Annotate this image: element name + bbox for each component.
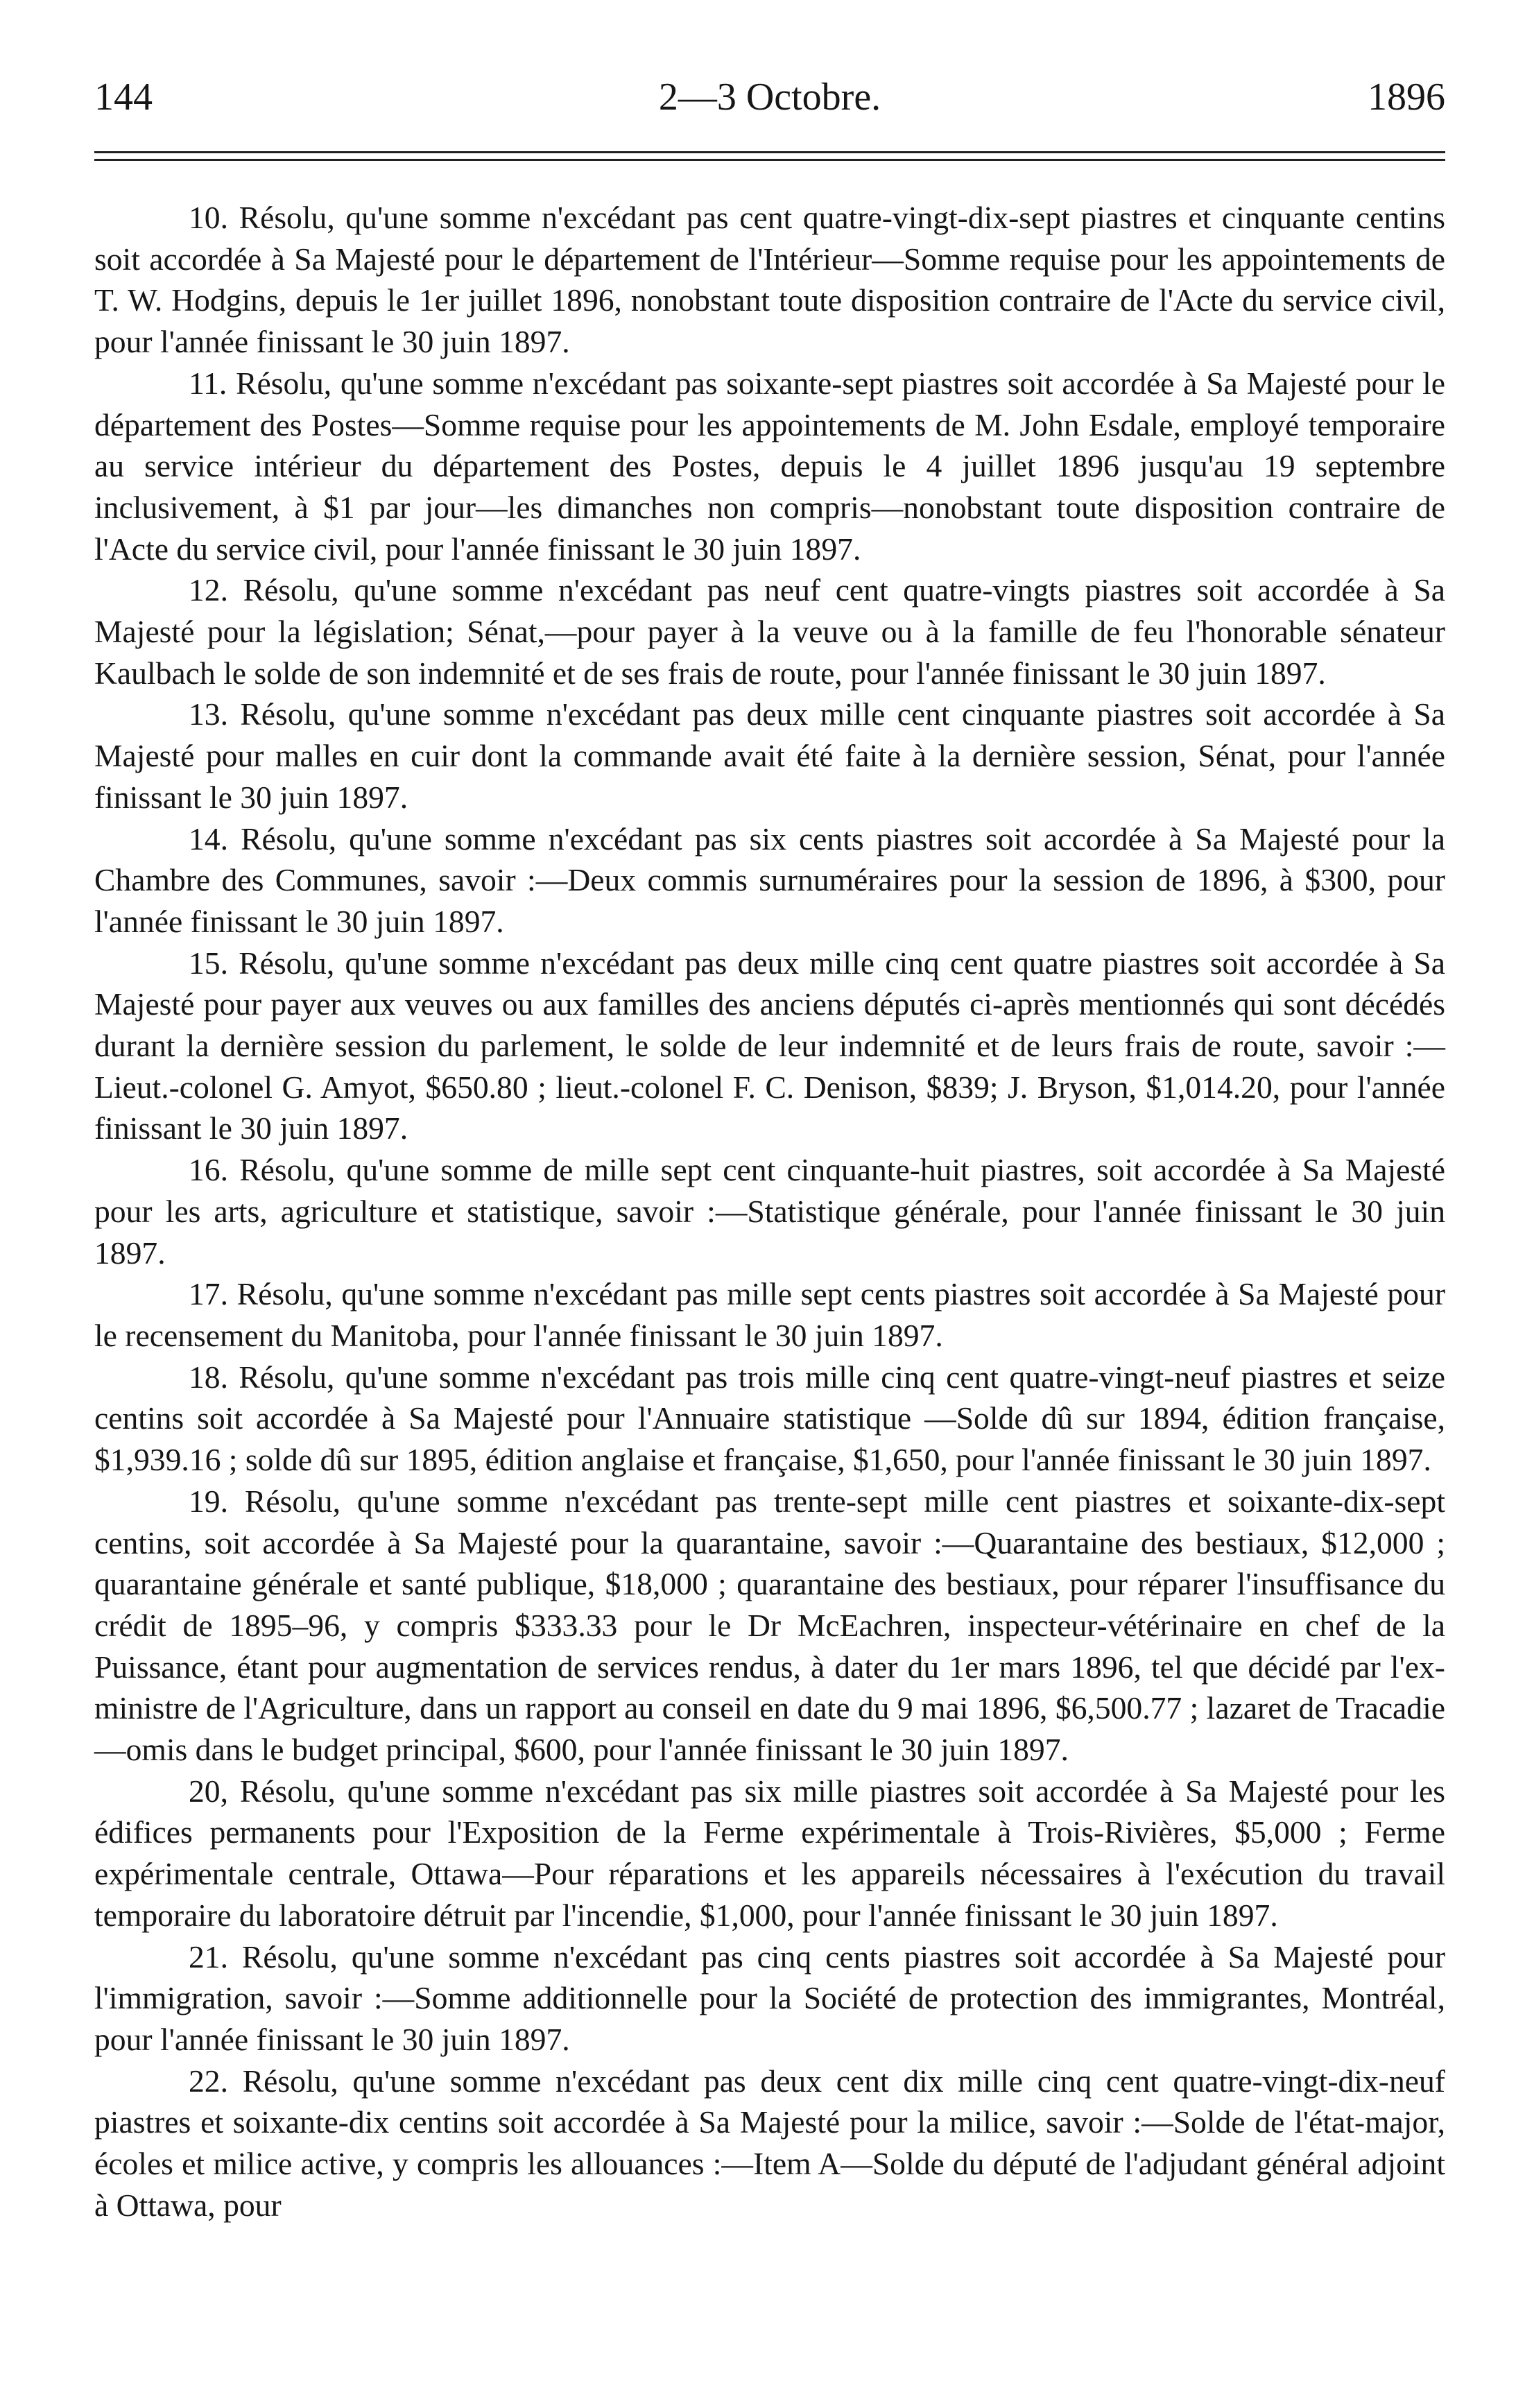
- page-number: 144: [94, 76, 153, 119]
- resolution-16: 16. Résolu, qu'une somme de mille sept cent cinquante-huit piastres, soit accordée à Sa Majesté pour les arts, agriculture et statistique, savoir :—Statistique générale, pour l'année finissant le 30 juin 1897.: [94, 1152, 1445, 1271]
- resolution-11: 11. Résolu, qu'une somme n'excédant pas soixante-sept piastres soit accordée à Sa Majesté pour le département des Postes—Somme requise pour les appointements de M. John Esdale, employé temporaire au service intérieur du département des Postes, depuis le 4 juillet 1896 jusqu'au 19 septembre inclusivement, à $1 par jour—les dimanches non compris—nonobstant toute disposition contraire de l'Acte du service civil, pour l'année finissant le 30 juin 1897.: [94, 365, 1445, 567]
- resolution-12: 12. Résolu, qu'une somme n'excédant pas neuf cent quatre-vingts piastres soit accordée à Sa Majesté pour la législation; Sénat,—pour payer à la veuve ou à la famille de feu l'honorable sénateur Kaulbach le solde de son indemnité et de ses frais de route, pour l'année finissant le 30 juin 1897.: [94, 572, 1445, 691]
- resolution-15: 15. Résolu, qu'une somme n'excédant pas deux mille cinq cent quatre piastres soit accordée à Sa Majesté pour payer aux veuves ou aux familles des anciens députés ci-après mentionnés qui sont décédés durant la dernière session du parlement, le solde de leur indemnité et de leurs frais de route, savoir :—Lieut.-colonel G. Amyot, $650.80 ; lieut.-colonel F. C. Denison, $839; J. Bryson, $1,014.20, pour l'année finissant le 30 juin 1897.: [94, 945, 1445, 1146]
- resolution-21: 21. Résolu, qu'une somme n'excédant pas cinq cents piastres soit accordée à Sa Majesté pour l'immigration, savoir :—Somme additionnelle pour la Société de protection des immigrantes, Montréal, pour l'année finissant le 30 juin 1897.: [94, 1938, 1445, 2057]
- resolution-17: 17. Résolu, qu'une somme n'excédant pas mille sept cents piastres soit accordée à Sa Majesté pour le recensement du Manitoba, pour l'année finissant le 30 juin 1897.: [94, 1276, 1445, 1353]
- resolution-19: 19. Résolu, qu'une somme n'excédant pas trente-sept mille cent piastres et soixante-dix-sept centins, soit accordée à Sa Majesté pour la quarantaine, savoir :—Quarantaine des bestiaux, $12,000 ; quarantaine générale et santé publique, $18,000 ; quarantaine des bestiaux, pour réparer l'insuffisance du crédit de 1895–96, y compris $333.33 pour le Dr McEachren, inspecteur-vétérinaire en chef de la Puissance, étant pour augmentation de services rendus, à dater du 1er mars 1896, tel que décidé par l'ex-ministre de l'Agriculture, dans un rapport au conseil en date du 9 mai 1896, $6,500.77 ; lazaret de Tracadie—omis dans le budget principal, $600, pour l'année finissant le 30 juin 1897.: [94, 1483, 1445, 1768]
- resolution-22: 22. Résolu, qu'une somme n'excédant pas deux cent dix mille cinq cent quatre-vingt-dix-neuf piastres et soixante-dix centins soit accordée à Sa Majesté pour la milice, savoir :—Solde de l'état-major, écoles et milice active, y compris les allouances :—Item A—Solde du député de l'adjudant général adjoint à Ottawa, pour: [94, 2063, 1445, 2223]
- resolution-14: 14. Résolu, qu'une somme n'excédant pas six cents piastres soit accordée à Sa Majesté pour la Chambre des Communes, savoir :—Deux commis surnuméraires pour la session de 1896, à $300, pour l'année finissant le 30 juin 1897.: [94, 820, 1445, 939]
- resolution-10: 10. Résolu, qu'une somme n'excédant pas cent quatre-vingt-dix-sept piastres et cinquante centins soit accordée à Sa Majesté pour le département de l'Intérieur—Somme requise pour les appointements de T. W. Hodgins, depuis le 1er juillet 1896, nonobstant toute disposition contraire de l'Acte du service civil, pour l'année finissant le 30 juin 1897.: [94, 200, 1445, 360]
- document-page: [94, 69, 1445, 2226]
- resolution-20: 20, Résolu, qu'une somme n'excédant pas six mille piastres soit accordée à Sa Majesté pour les édifices permanents pour l'Exposition de la Ferme expérimentale à Trois-Rivières, $5,000 ; Ferme expérimentale centrale, Ottawa—Pour réparations et les appareils nécessaires à l'exécution du travail temporaire du laboratoire détruit par l'incendie, $1,000, pour l'année finissant le 30 juin 1897.: [94, 1773, 1445, 1933]
- resolution-18: 18. Résolu, qu'une somme n'excédant pas trois mille cinq cent quatre-vingt-neuf piastres et seize centins soit accordée à Sa Majesté pour l'Annuaire statistique —Solde dû sur 1894, édition française, $1,939.16 ; solde dû sur 1895, édition anglaise et française, $1,650, pour l'année finissant le 30 juin 1897.: [94, 1359, 1445, 1478]
- header-rule-top: [94, 151, 1445, 153]
- page-header: [94, 69, 1445, 125]
- document-body: [94, 197, 1445, 2226]
- header-rule-bottom: [94, 159, 1445, 161]
- resolution-13: 13. Résolu, qu'une somme n'excédant pas deux mille cent cinquante piastres soit accordée à Sa Majesté pour malles en cuir dont la commande avait été faite à la dernière session, Sénat, pour l'année finissant le 30 juin 1897.: [94, 696, 1445, 815]
- header-date: 2—3 Octobre.: [658, 76, 881, 119]
- header-year: 1896: [1368, 76, 1445, 119]
